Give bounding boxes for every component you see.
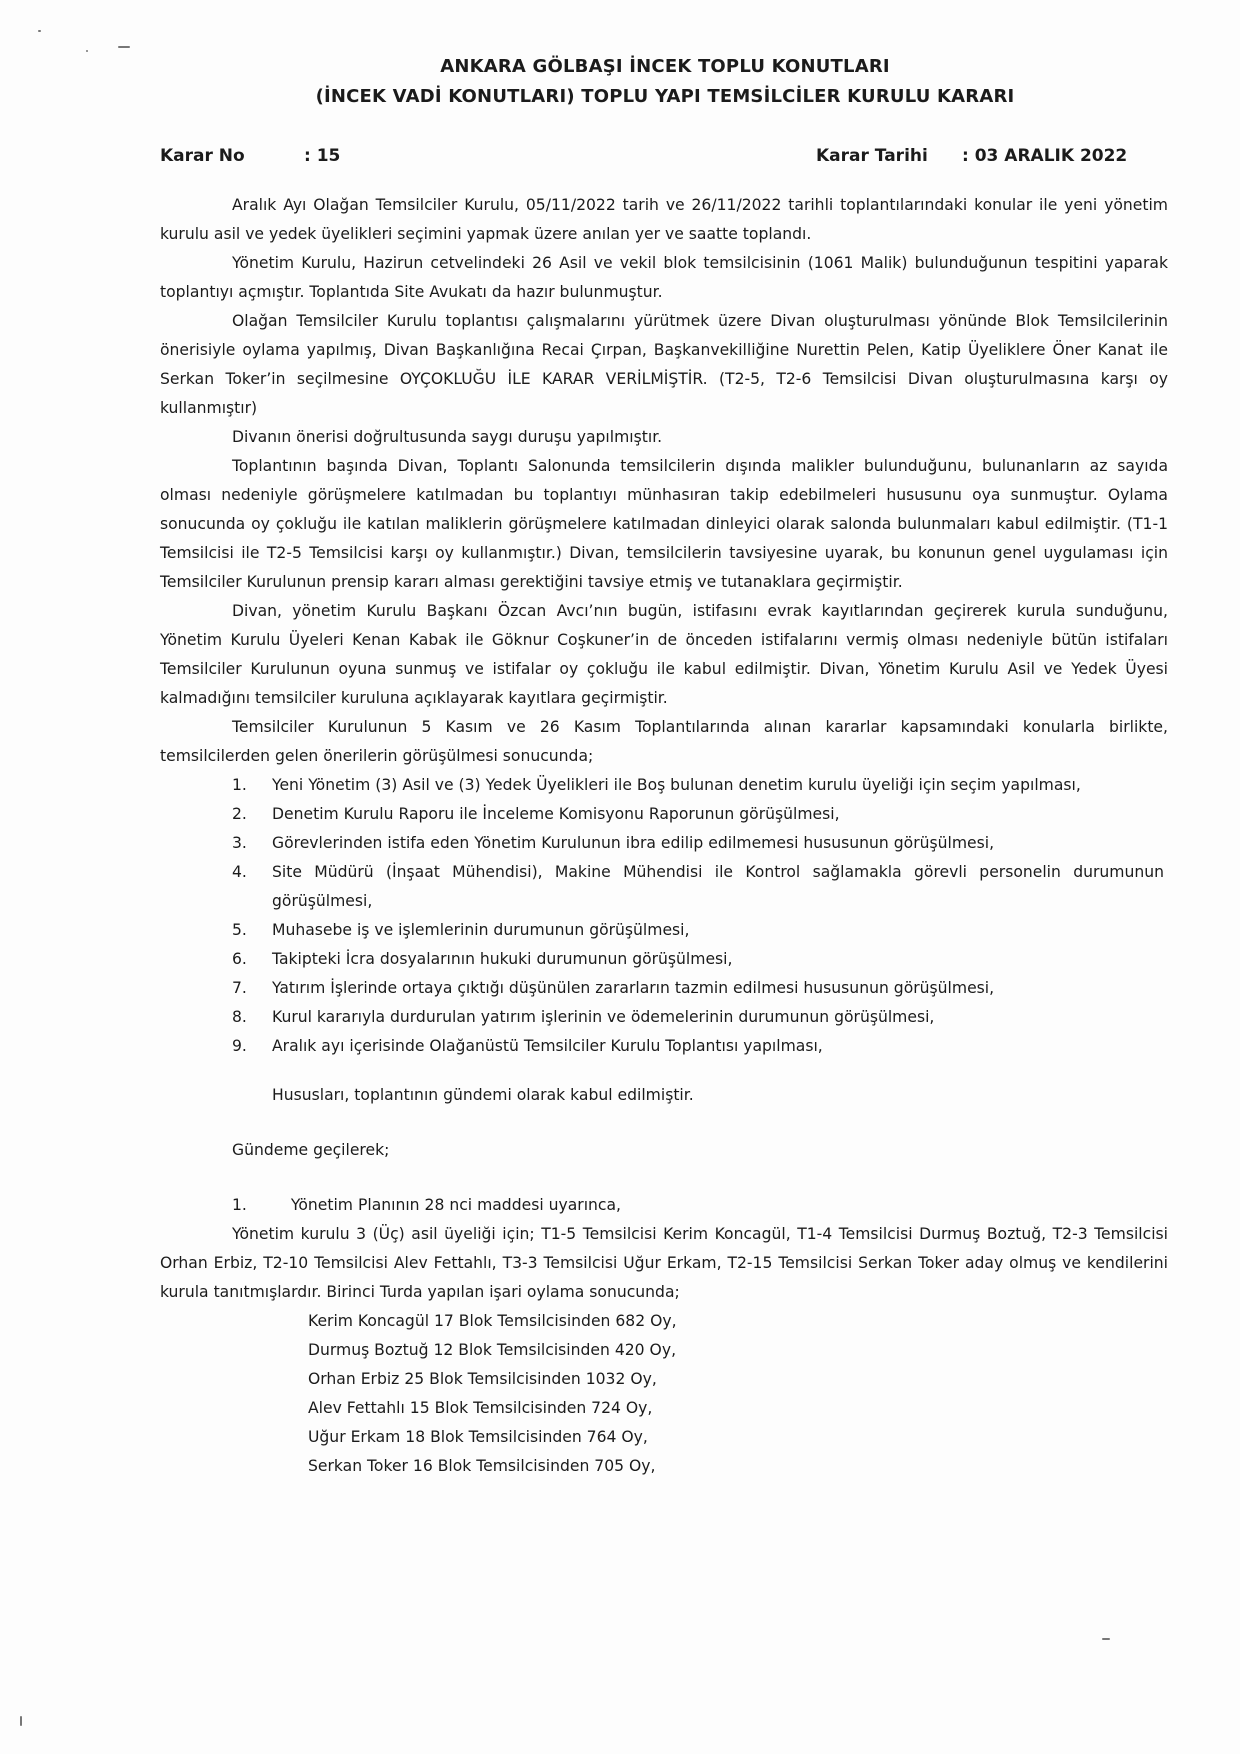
scan-speck <box>20 1716 22 1726</box>
agenda-item-number: 5. <box>232 921 247 939</box>
vote-result: Orhan Erbiz 25 Blok Temsilcisinden 1032 Oy, <box>308 1370 657 1388</box>
agenda-item <box>160 945 1168 974</box>
agenda-item <box>160 800 1168 829</box>
decision-item-heading <box>160 1191 1168 1220</box>
agenda-item-number: 4. <box>232 863 247 881</box>
vote-result: Serkan Toker 16 Blok Temsilcisinden 705 Oy, <box>308 1457 656 1475</box>
agenda-item-text: Takipteki İcra dosyalarının hukuki durumunun görüşülmesi, <box>272 950 733 968</box>
agenda-item-number: 1. <box>232 776 247 794</box>
scan-speck <box>118 46 130 48</box>
agenda-item <box>160 1032 1168 1061</box>
scan-speck <box>1102 1638 1110 1640</box>
gundeme-gecilerek-text: Gündeme geçilerek; <box>232 1141 390 1159</box>
karar-tarihi-label: Karar Tarihi <box>816 146 928 166</box>
agenda-item <box>160 829 1168 858</box>
agenda-item-text: Aralık ayı içerisinde Olağanüstü Temsilciler Kurulu Toplantısı yapılması, <box>272 1037 823 1055</box>
agenda-item <box>160 974 1168 1003</box>
scan-speck <box>86 50 88 52</box>
decision-item-text: Yönetim kurulu 3 (Üç) asil üyeliği için; T1-5 Temsilcisi Kerim Koncagül, T1-4 Temsilcisi Durmuş Boztuğ, T2-3 Temsilcisi Orhan Erbiz, T2-10 Temsilcisi Alev Fettahlı, T3-3 Temsilcisi Uğur Erkam, T2-15 Temsilcisi Serkan Toker aday olmuş ve kendilerini kurula tanıtmışlardır. Birinci Turda yapılan işari oylama sonucunda; <box>160 1225 1168 1301</box>
paragraph: Yönetim Kurulu, Hazirun cetvelindeki 26 Asil ve vekil blok temsilcisinin (1061 Malik) bulunduğunun tespitini yaparak toplantıyı açmıştır. Toplantıda Site Avukatı da hazır bulunmuştur. <box>160 254 1168 301</box>
agenda-item <box>160 1003 1168 1032</box>
agenda-item <box>160 771 1168 800</box>
vote-result: Kerim Koncagül 17 Blok Temsilcisinden 682 Oy, <box>308 1312 677 1330</box>
agenda-item-text: Yatırım İşlerinde ortaya çıktığı düşünülen zararların tazmin edilmesi hususunun görüşülmesi, <box>272 979 995 997</box>
vote-result: Durmuş Boztuğ 12 Blok Temsilcisinden 420 Oy, <box>308 1341 677 1359</box>
document-body <box>160 191 1168 1481</box>
agenda-accepted-text: Hususları, toplantının gündemi olarak kabul edilmiştir. <box>272 1086 694 1104</box>
decision-item-title: Yönetim Planının 28 nci maddesi uyarınca, <box>290 1196 621 1214</box>
scan-speck <box>38 30 41 32</box>
agenda-item <box>160 916 1168 945</box>
agenda-item-number: 9. <box>232 1037 247 1055</box>
agenda-list <box>160 771 1168 1061</box>
agenda-item-text: Görevlerinden istifa eden Yönetim Kurulunun ibra edilip edilmemesi hususunun görüşülmesi, <box>272 834 995 852</box>
paragraph: Divanın önerisi doğrultusunda saygı duruşu yapılmıştır. <box>232 428 663 446</box>
agenda-item-number: 6. <box>232 950 247 968</box>
karar-no-label: Karar No <box>160 146 245 166</box>
spacer <box>160 1165 1168 1191</box>
agenda-item-number: 2. <box>232 805 247 823</box>
karar-tarihi-value: : 03 ARALIK 2022 <box>962 146 1128 166</box>
agenda-item-number: 3. <box>232 834 247 852</box>
agenda-item-text: Site Müdürü (İnşaat Mühendisi), Makine Mühendisi ile Kontrol sağlamakla görevli personelin durumunun görüşülmesi, <box>272 863 1164 910</box>
paragraph: Olağan Temsilciler Kurulu toplantısı çalışmalarını yürütmek üzere Divan oluşturulması yönünde Blok Temsilcilerinin önerisiyle oylama yapılmış, Divan Başkanlığına Recai Çırpan, Başkanvekilliğine Nurettin Pelen, Katip Üyeliklere Öner Kanat ile Serkan Toker’in seçilmesine OYÇOKLUĞU İLE KARAR VERİLMİŞTİR. (T2-5, T2-6 Temsilcisi Divan oluşturulmasına karşı oy kullanmıştır) <box>160 312 1168 417</box>
agenda-item-text: Kurul kararıyla durdurulan yatırım işlerinin ve ödemelerinin durumunun görüşülmesi, <box>272 1008 935 1026</box>
decision-item-number: 1. <box>232 1196 247 1214</box>
agenda-item <box>160 858 1168 916</box>
paragraph: Aralık Ayı Olağan Temsilciler Kurulu, 05/11/2022 tarih ve 26/11/2022 tarihli toplantılarındaki konular ile yeni yönetim kurulu asil ve yedek üyelikleri seçimini yapmak üzere anılan yer ve saatte toplandı. <box>160 196 1168 243</box>
paragraph: Divan, yönetim Kurulu Başkanı Özcan Avcı’nın bugün, istifasını evrak kayıtlarından geçirerek kurula sunduğunu, Yönetim Kurulu Üyeleri Kenan Kabak ile Göknur Coşkuner’in de önceden istifalarını vermiş olması nedeniyle bütün istifaları Temsilciler Kurulunun oyuna sunmuş ve istifalar oy çokluğu ile kabul edilmiştir. Divan, Yönetim Kurulu Asil ve Yedek Üyesi kalmadığını temsilciler kuruluna açıklayarak kayıtlara geçirmiştir. <box>160 602 1168 707</box>
document-title-line1: ANKARA GÖLBAŞI İNCEK TOPLU KONUTLARI <box>440 56 890 77</box>
karar-no-value: : 15 <box>304 146 341 166</box>
vote-result: Alev Fettahlı 15 Blok Temsilcisinden 724 Oy, <box>308 1399 653 1417</box>
agenda-item-text: Yeni Yönetim (3) Asil ve (3) Yedek Üyelikleri ile Boş bulunan denetim kurulu üyeliği için seçim yapılması, <box>272 776 1081 794</box>
paragraph: Toplantının başında Divan, Toplantı Salonunda temsilcilerin dışında malikler bulunduğunu, bulunanların az sayıda olması nedeniyle görüşmelere katılmadan bu toplantıyı münhasıran takip edebilmeleri hususunu oya sunmuştur. Oylama sonucunda oy çokluğu ile katılan maliklerin görüşmelere katılmadan dinleyici olarak salonda bulunmaları kabul edilmiştir. (T1-1 Temsilcisi ile T2-5 Temsilcisi karşı oy kullanmıştır.) Divan, temsilcilerin tavsiyesine uyarak, bu konunun genel uygulaması için Temsilciler Kurulunun prensip kararı alması gerektiğini tavsiye etmiş ve tutanaklara geçirmiştir. <box>160 457 1168 591</box>
vote-results-list <box>160 1307 1168 1481</box>
agenda-item-text: Muhasebe iş ve işlemlerinin durumunun görüşülmesi, <box>272 921 690 939</box>
agenda-item-number: 7. <box>232 979 247 997</box>
agenda-item-text: Denetim Kurulu Raporu ile İnceleme Komisyonu Raporunun görüşülmesi, <box>272 805 840 823</box>
agenda-item-number: 8. <box>232 1008 247 1026</box>
document-title-line2: (İNCEK VADİ KONUTLARI) TOPLU YAPI TEMSİLCİLER KURULU KARARI <box>315 86 1015 107</box>
spacer <box>160 1061 1168 1081</box>
spacer <box>160 1110 1168 1136</box>
vote-result: Uğur Erkam 18 Blok Temsilcisinden 764 Oy, <box>308 1428 648 1446</box>
paragraph: Temsilciler Kurulunun 5 Kasım ve 26 Kasım Toplantılarında alınan kararlar kapsamındaki konularla birlikte, temsilcilerden gelen önerilerin görüşülmesi sonucunda; <box>160 718 1168 765</box>
